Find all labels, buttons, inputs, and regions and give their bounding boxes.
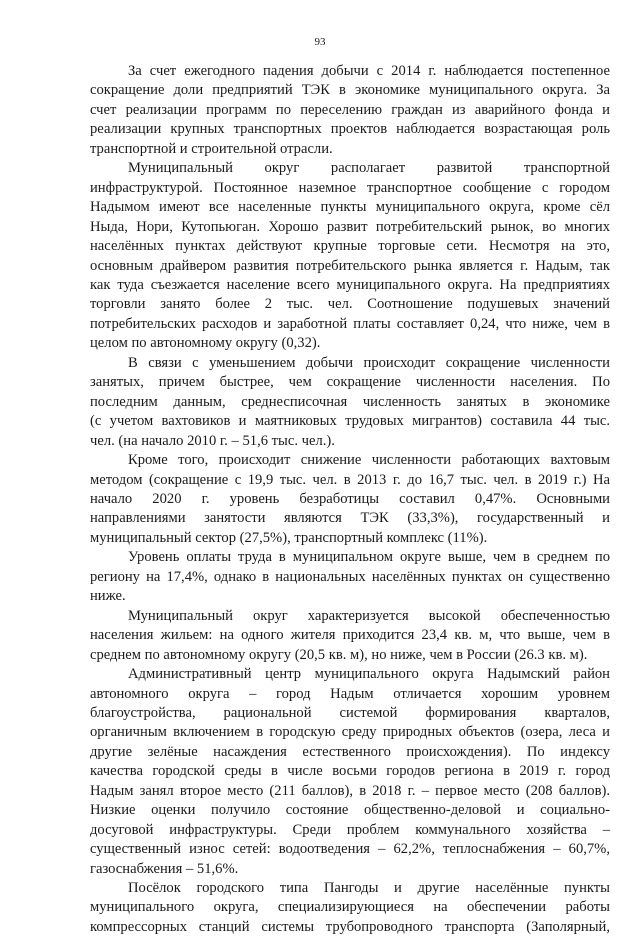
text-line: Надым занял второе место (211 баллов), в 2018 г. – первое место (208 баллов). bbox=[90, 782, 610, 799]
text-line: качества городской среды в числе восьми городов региона в 2019 г. город bbox=[90, 763, 610, 780]
text-line: торговли занято более 2 тыс. чел. Соотношение подушевых значений bbox=[90, 296, 610, 313]
text-line: Уровень оплаты труда в муниципальном округе выше, чем в среднем по bbox=[128, 549, 610, 566]
text-line: Надымом имеют все населенные пункты муниципального округа, кроме сёл bbox=[90, 199, 610, 216]
text-line: как туда съезжается население всего муниципального округа. На предприятиях bbox=[90, 276, 610, 293]
paragraph bbox=[90, 665, 610, 879]
body-text bbox=[90, 62, 610, 937]
text-line: региону на 17,4%, однако в национальных населённых пунктах он существенно bbox=[90, 568, 610, 585]
text-line: Административный центр муниципального округа Надымский район bbox=[128, 666, 610, 683]
text-line: инфраструктурой. Постоянное наземное транспортное сообщение с городом bbox=[90, 179, 610, 196]
text-line: направлениями занятости являются ТЭК (33,3%), государственный и bbox=[90, 510, 610, 527]
text-line: транспортной и строительной отрасли. bbox=[90, 140, 333, 157]
text-line: Посёлок городского типа Пангоды и другие населённые пункты bbox=[128, 880, 610, 897]
text-line: благоустройства, рациональной системой формирования кварталов, bbox=[90, 704, 610, 721]
paragraph bbox=[90, 607, 610, 665]
text-line: компрессорных станций системы трубопроводного транспорта (Заполярный, bbox=[90, 918, 610, 935]
text-line: существенный износ сетей: водоотведения – 62,2%, теплоснабжения – 60,7%, bbox=[90, 841, 610, 858]
text-line: муниципальный сектор (27,5%), транспортный комплекс (11%). bbox=[90, 529, 488, 546]
text-line: целом по автономному округу (0,32). bbox=[90, 335, 321, 352]
text-line: потребительских расходов и заработной платы составляет 0,24, что ниже, чем в bbox=[90, 315, 610, 332]
text-line: ниже. bbox=[90, 588, 126, 605]
text-line: чел. (на начало 2010 г. – 51,6 тыс. чел.). bbox=[90, 432, 335, 449]
text-line: методом (сокращение с 19,9 тыс. чел. в 2013 г. до 16,7 тыс. чел. в 2019 г.) На bbox=[90, 471, 610, 488]
text-line: сокращение доли предприятий ТЭК в экономике муниципального округа. За bbox=[90, 82, 610, 99]
paragraph bbox=[90, 879, 610, 937]
text-line: занятых, причем быстрее, чем сокращение численности населения. По bbox=[90, 374, 610, 391]
text-line: счет реализации программ по переселению граждан из аварийного фонда и bbox=[90, 101, 610, 118]
text-line: газоснабжения – 51,6%. bbox=[90, 860, 239, 877]
text-line: основным драйвером развития потребительского рынка является г. Надым, так bbox=[90, 257, 610, 274]
text-line: Муниципальный округ характеризуется высокой обеспеченностью bbox=[128, 607, 610, 624]
text-line: Ныда, Нори, Кутопьюган. Хорошо развит потребительский рынок, во многих bbox=[90, 218, 610, 235]
paragraph bbox=[90, 62, 610, 159]
text-line: начало 2020 г. уровень безработицы составил 0,47%. Основными bbox=[90, 490, 610, 507]
text-line: досуговой инфраструктуры. Среди проблем коммунального хозяйства – bbox=[90, 821, 610, 838]
text-line: Муниципальный округ располагает развитой транспортной bbox=[128, 160, 610, 177]
text-line: последним данным, среднесписочная численность занятых в экономике bbox=[90, 393, 610, 410]
text-line: В связи с уменьшением добычи происходит сокращение численности bbox=[128, 354, 610, 371]
text-line: автономного округа – город Надым отличается хорошим уровнем bbox=[90, 685, 610, 702]
paragraph bbox=[90, 354, 610, 451]
text-line: населения жильем: на одного жителя приходится 23,4 кв. м, что выше, чем в bbox=[90, 627, 610, 644]
page-number: 93 bbox=[314, 36, 326, 48]
paragraph bbox=[90, 548, 610, 606]
text-line: Кроме того, происходит снижение численности работающих вахтовым bbox=[128, 452, 610, 469]
text-line: населённых пунктах действуют крупные торговые сети. Несмотря на это, bbox=[90, 238, 610, 255]
text-line: реализации крупных транспортных проектов наблюдается возрастающая роль bbox=[90, 121, 610, 138]
text-line: муниципального округа, специализирующиеся на обеспечении работы bbox=[90, 899, 610, 916]
paragraph bbox=[90, 451, 610, 548]
text-line: среднем по автономному округу (20,5 кв. м), но ниже, чем в России (26.3 кв. м). bbox=[90, 646, 588, 663]
text-line: Низкие оценки получило состояние общественно-деловой и социально- bbox=[90, 802, 610, 819]
paragraph bbox=[90, 159, 610, 354]
text-line: (с учетом вахтовиков и маятниковых трудовых мигрантов) составила 44 тыс. bbox=[90, 413, 610, 430]
text-line: органичным включением в городскую среду природных объектов (озера, леса и bbox=[90, 724, 610, 741]
text-line: За счет ежегодного падения добычи с 2014 г. наблюдается постепенное bbox=[128, 63, 610, 79]
text-line: другие зелёные насаждения естественного происхождения). По индексу bbox=[90, 743, 610, 760]
